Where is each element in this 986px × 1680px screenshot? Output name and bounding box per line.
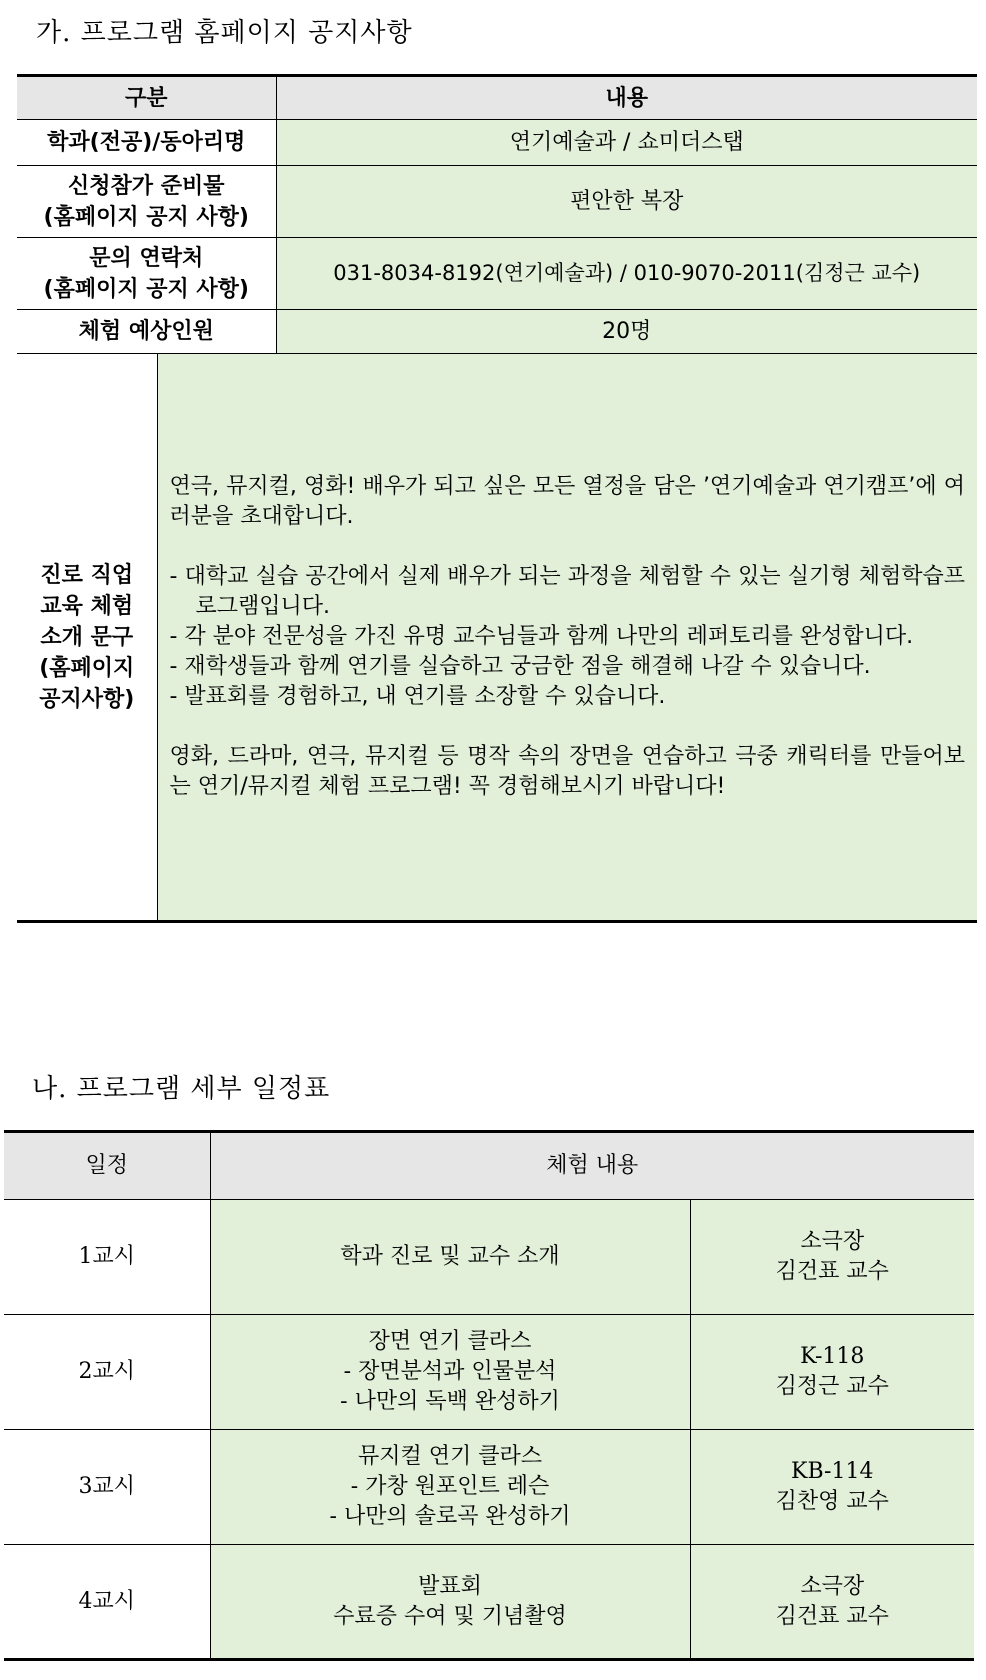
- period-cell: 3교시: [4, 1430, 210, 1545]
- program-notice-table: [17, 74, 977, 923]
- intro-description: [157, 354, 977, 922]
- notice-row-capacity: [17, 310, 977, 354]
- row-value: 연기예술과 / 쇼미더스탭: [276, 120, 977, 166]
- notice-row-intro: [17, 354, 977, 922]
- table-row: [4, 1430, 974, 1545]
- period-cell: 4교시: [4, 1545, 210, 1660]
- row-label: 체험 예상인원: [17, 310, 276, 354]
- section-b-title: 나. 프로그램 세부 일정표: [32, 1074, 331, 1104]
- row-value: 20명: [276, 310, 977, 354]
- period-cell: 1교시: [4, 1200, 210, 1315]
- schedule-table: [4, 1130, 974, 1661]
- list-item: - 재학생들과 함께 연기를 실습하고 궁금한 점을 해결해 나갈 수 있습니다.: [169, 654, 871, 679]
- notice-row-supplies: [17, 166, 977, 238]
- notice-row-dept: [17, 120, 977, 166]
- row-value: 031-8034-8192(연기예술과) / 010-9070-2011(김정근 교수): [276, 238, 977, 310]
- content-cell: 발표회 수료증 수여 및 기념촬영: [210, 1545, 690, 1660]
- row-value: 편안한 복장: [276, 166, 977, 238]
- header-category: 구분: [17, 76, 276, 120]
- table-row: [4, 1315, 974, 1430]
- intro-paragraph-1: 연극, 뮤지컬, 영화! 배우가 되고 싶은 모든 열정을 담은 ’연기예술과 연기캠프’에 여러분을 초대합니다.: [169, 474, 966, 529]
- content-cell: 학과 진로 및 교수 소개: [210, 1200, 690, 1315]
- table-row: [4, 1545, 974, 1660]
- intro-label: 진로 직업 교육 체험 소개 문구 (홈페이지 공지사항): [17, 354, 157, 922]
- place-cell: 소극장 김건표 교수: [690, 1545, 974, 1660]
- schedule-header-row: [4, 1132, 974, 1200]
- content-cell: 뮤지컬 연기 클라스 - 가창 원포인트 레슨 - 나만의 솔로곡 완성하기: [210, 1430, 690, 1545]
- intro-bullet-list: [170, 562, 966, 712]
- row-label: 문의 연락처 (홈페이지 공지 사항): [17, 238, 276, 310]
- header-content: 내용: [276, 76, 977, 120]
- section-a-title: 가. 프로그램 홈페이지 공지사항: [36, 18, 413, 48]
- content-cell: 장면 연기 클라스 - 장면분석과 인물분석 - 나만의 독백 완성하기: [210, 1315, 690, 1430]
- notice-row-contact: [17, 238, 977, 310]
- place-cell: K-118 김정근 교수: [690, 1315, 974, 1430]
- notice-header-row: [17, 76, 977, 120]
- list-item: - 대학교 실습 공간에서 실제 배우가 되는 과정을 체험할 수 있는 실기형 체험학습프로그램입니다.: [169, 564, 966, 619]
- period-cell: 2교시: [4, 1315, 210, 1430]
- list-item: - 각 분야 전문성을 가진 유명 교수님들과 함께 나만의 레퍼토리를 완성합니다.: [169, 624, 914, 649]
- list-item: - 발표회를 경험하고, 내 연기를 소장할 수 있습니다.: [169, 684, 666, 709]
- place-cell: KB-114 김찬영 교수: [690, 1430, 974, 1545]
- header-period: 일정: [4, 1132, 210, 1200]
- place-cell: 소극장 김건표 교수: [690, 1200, 974, 1315]
- row-label: 학과(전공)/동아리명: [17, 120, 276, 166]
- table-row: [4, 1200, 974, 1315]
- intro-paragraph-2: 영화, 드라마, 연극, 뮤지컬 등 명작 속의 장면을 연습하고 극중 캐릭터를 만들어보는 연기/뮤지컬 체험 프로그램! 꼭 경험해보시기 바랍니다!: [169, 744, 966, 799]
- header-activity: 체험 내용: [210, 1132, 974, 1200]
- row-label: 신청참가 준비물 (홈페이지 공지 사항): [17, 166, 276, 238]
